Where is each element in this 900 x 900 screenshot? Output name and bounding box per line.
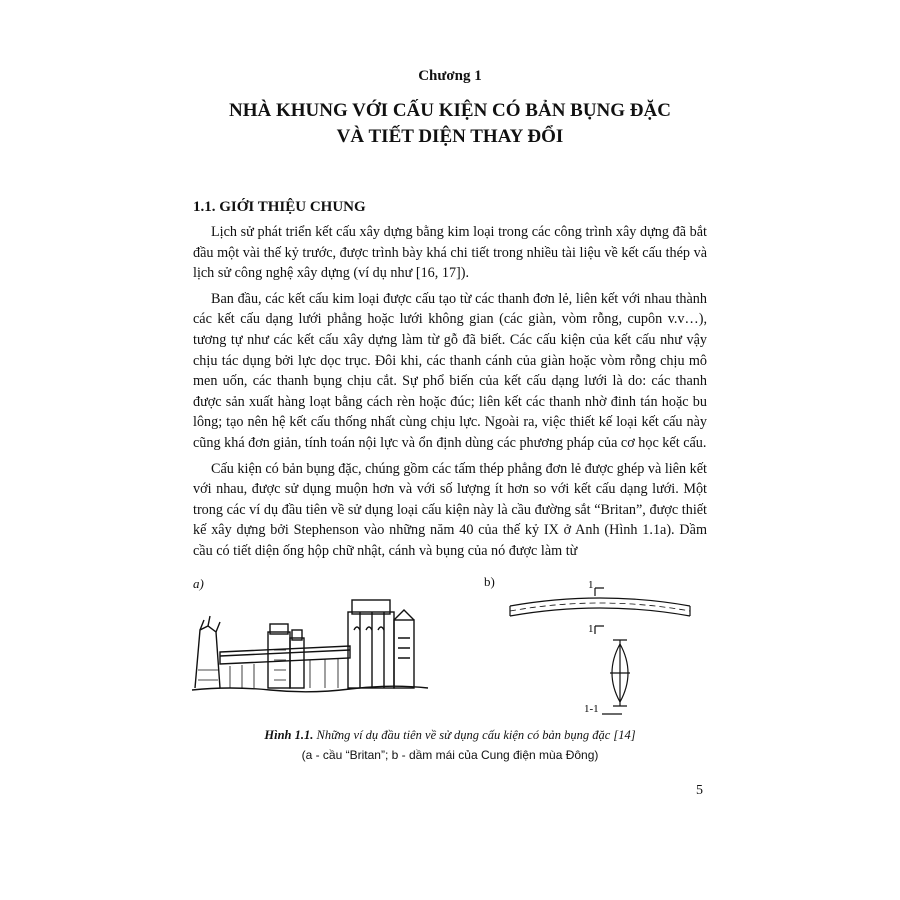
chapter-label: Chương 1 — [418, 68, 482, 84]
section-mark-top: 1 — [588, 579, 594, 591]
chapter-title-line-1: NHÀ KHUNG VỚI CẤU KIỆN CÓ BẢN BỤNG ĐẶC — [229, 100, 671, 121]
caption-text: Những ví dụ đầu tiên về sử dụng cấu kiện có bản bụng đặc [14] — [316, 728, 636, 742]
paragraph: Lịch sử phát triển kết cấu xây dựng bằng kim loại trong các công trình xây dựng đã bắt đầu một vài thế kỷ trước, được trình bày khá chi tiết trong nhiều tài liệu về kết cấu thép và lịch sử công nghệ xây dựng (ví dụ như [16, 17]). — [193, 224, 707, 282]
figure-a-label: a) — [193, 576, 204, 591]
section-label: 1-1 — [584, 703, 599, 715]
figure-b-label: b) — [484, 574, 495, 589]
section-heading: 1.1. GIỚI THIỆU CHUNG — [193, 199, 366, 215]
britan-bridge-illustration — [190, 590, 430, 700]
paragraph: Ban đầu, các kết cấu kim loại được cấu tạo từ các thanh đơn lẻ, liên kết với nhau thành các kết cấu dạng lưới phẳng hoặc lưới không gian (các giàn, vòm rỗng, cupôn v.v…), tương tự như các kết cấu xây dựng làm từ gỗ đã biết. Các cấu kiện của kết cấu như vậy chịu tác dụng bởi lực dọc trục. Đôi khi, các thanh cánh của giàn hoặc vòm rỗng chịu mô men uốn, các thanh bụng chịu cắt. Sự phổ biến của kết cấu dạng lưới là do: các thanh được sản xuất hàng loạt bằng cách rèn hoặc đúc; liên kết các thanh nhờ đinh tán hoặc bu lông; tạo nên hệ kết cấu thống nhất cùng chịu lực. Ngoài ra, việc thiết kế loại kết cấu này cũng khá đơn giản, tính toán nội lực và ổn định dùng các phương pháp của cơ học kết cấu. — [193, 290, 707, 451]
chapter-title — [0, 98, 900, 150]
chapter-title-line-2: VÀ TIẾT DIỆN THAY ĐỔI — [336, 126, 564, 147]
body-text — [193, 222, 707, 567]
figure-subcaption: (a - cầu “Britan”; b - dầm mái của Cung điện mùa Đông) — [301, 748, 599, 762]
roof-beam-diagram — [500, 576, 700, 726]
paragraph: Cấu kiện có bản bụng đặc, chúng gồm các tấm thép phẳng đơn lẻ được ghép và liên kết với nhau, được sử dụng muộn hơn và với số lượng ít hơn so với kết cấu dạng lưới. Một trong các ví dụ đầu tiên về sử dụng loại cấu kiện này là cầu đường sắt “Britan”, được thiết kế xây dựng bởi Stephenson vào những năm 40 của thế kỷ IX ở Anh (Hình 1.1a). Dầm cầu có tiết diện ống hộp chữ nhật, cánh và bụng của nó được làm từ — [193, 460, 707, 559]
figure-caption — [0, 728, 900, 743]
caption-prefix: Hình 1.1. — [264, 728, 314, 742]
section-mark-bottom: 1 — [588, 623, 594, 635]
page-number: 5 — [696, 783, 703, 798]
